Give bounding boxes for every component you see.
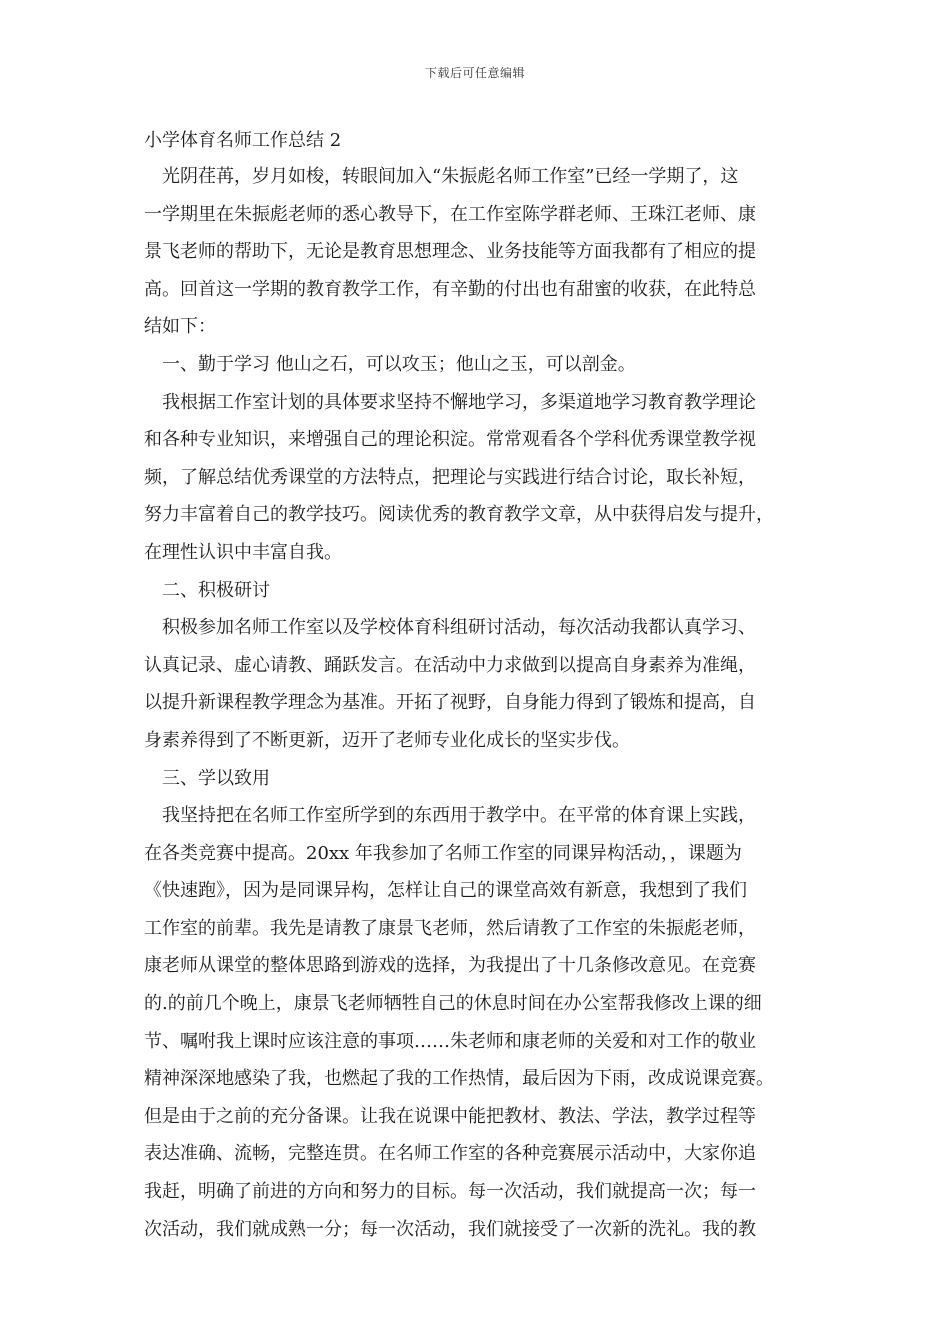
- paragraph-line: 次活动，我们就成熟一分；每一次活动，我们就接受了一次新的洗礼。我的教: [144, 1218, 756, 1240]
- paragraph-line: 景飞老师的帮助下，无论是教育思想理念、业务技能等方面我都有了相应的提: [144, 241, 756, 263]
- paragraph-line: 精神深深地感染了我，也燃起了我的工作热情，最后因为下雨，改成说课竞赛。: [144, 1068, 774, 1090]
- paragraph-line: 表达准确、流畅，完整连贯。在名师工作室的各种竞赛展示活动中，大家你追: [144, 1143, 756, 1165]
- paragraph-line: 以提升新课程教学理念为基准。开拓了视野，自身能力得到了锻炼和提高，自: [144, 692, 756, 714]
- paragraph-line: 在理性认识中丰富自我。: [144, 541, 342, 563]
- paragraph-line: 《快速跑》，因为是同课异构，怎样让自己的课堂高效有新意，我想到了我们: [144, 880, 747, 902]
- paragraph-line: 积极参加名师工作室以及学校体育科组研讨活动，每次活动我都认真学习、: [162, 617, 756, 639]
- header-note: 下载后可任意编辑: [424, 66, 525, 80]
- section-heading: 一、勤于学习 他山之石，可以攻玉；他山之玉，可以剖金。: [162, 353, 636, 375]
- paragraph-line: 和各种专业知识，来增强自己的理论积淀。常常观看各个学科优秀课堂教学视: [144, 429, 756, 451]
- paragraph-line: 的.的前几个晚上，康景飞老师牺牲自己的休息时间在办公室帮我修改上课的细: [144, 993, 762, 1015]
- paragraph-line: 光阴荏苒，岁月如梭，转眼间加入“朱振彪名师工作室”已经一学期了，这: [162, 166, 739, 187]
- paragraph-line: 康老师从课堂的整体思路到游戏的选择，为我提出了十几条修改意见。在竞赛: [144, 955, 756, 977]
- document-title: 小学体育名师工作总结 2: [144, 130, 342, 151]
- paragraph-line: 身素养得到了不断更新，迈开了老师专业化成长的坚实步伐。: [144, 729, 630, 751]
- paragraph-line: 但是由于之前的充分备课。让我在说课中能把教材、教法、学法，教学过程等: [144, 1105, 756, 1127]
- section-heading: 二、积极研讨: [162, 579, 270, 601]
- paragraph-line: 我根据工作室计划的具体要求坚持不懈地学习，多渠道地学习教育教学理论: [162, 391, 756, 413]
- paragraph-line: 工作室的前辈。我先是请教了康景飞老师，然后请教了工作室的朱振彪老师，: [144, 917, 756, 939]
- paragraph-line: 在各类竞赛中提高。20xx 年我参加了名师工作室的同课异构活动，，课题为: [144, 842, 742, 864]
- document-body: [144, 124, 810, 1248]
- paragraph-line: 我赶，明确了前进的方向和努力的目标。每一次活动，我们就提高一次；每一: [144, 1181, 756, 1203]
- paragraph-line: 节、嘱咐我上课时应该注意的事项……朱老师和康老师的关爱和对工作的敬业: [144, 1030, 756, 1052]
- paragraph-line: 频，了解总结优秀课堂的方法特点，把理论与实践进行结合讨论，取长补短，: [144, 466, 756, 488]
- section-heading: 三、学以致用: [162, 767, 270, 789]
- paragraph-line: 努力丰富着自己的教学技巧。阅读优秀的教育教学文章，从中获得启发与提升，: [144, 504, 774, 526]
- paragraph-line: 认真记录、虚心请教、踊跃发言。在活动中力求做到以提高自身素养为准绳，: [144, 654, 756, 676]
- paragraph-line: 结如下：: [144, 316, 216, 338]
- paragraph-line: 高。回首这一学期的教育教学工作，有辛勤的付出也有甜蜜的收获，在此特总: [144, 278, 756, 300]
- paragraph-line: 我坚持把在名师工作室所学到的东西用于教学中。在平常的体育课上实践，: [162, 805, 756, 827]
- paragraph-line: 一学期里在朱振彪老师的悉心教导下，在工作室陈学群老师、王珠江老师、康: [144, 203, 756, 225]
